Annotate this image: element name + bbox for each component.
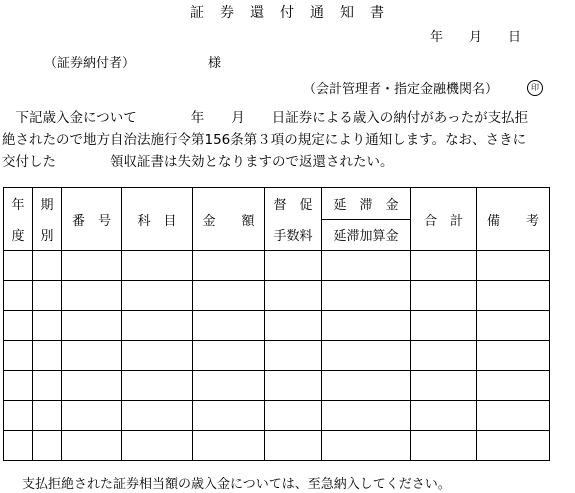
- table-row: [4, 371, 550, 401]
- header-late: [322, 188, 411, 251]
- header-number: 番 号: [62, 188, 122, 251]
- header-late-fee: 延 滞 金: [322, 188, 410, 220]
- date-line: 年 月 日: [430, 30, 522, 45]
- body-line-2: 絶されたので地方自治法施行令第156条第３項の規定により通知します。なお、さきに: [2, 132, 527, 148]
- header-item: 科 目: [122, 188, 193, 251]
- seal-icon: 印: [527, 80, 543, 96]
- body-line-1: 下記歳入金について 年 月 日証券による歳入の納付があったが支払拒: [2, 110, 529, 126]
- table-row: [4, 311, 550, 341]
- header-fee: 督 促 手数料: [265, 188, 322, 251]
- header-late-surcharge: 延滞加算金: [333, 229, 399, 245]
- footer-note: 支払拒絶された証券相当額の歳入金については、至急納入してください。: [22, 477, 451, 492]
- payer-label: （証券納付者）: [44, 56, 136, 71]
- document-title: 証 券 還 付 通 知 書: [190, 5, 385, 21]
- honorific: 様: [208, 56, 222, 71]
- table-row: [4, 251, 550, 281]
- manager-label: （会計管理者・指定金融機関名）: [303, 82, 499, 97]
- header-total: 合 計: [411, 188, 477, 251]
- table-row: [4, 431, 550, 461]
- header-year: 年 度: [4, 188, 33, 251]
- table-row: [4, 281, 550, 311]
- header-remarks: 備 考: [477, 188, 550, 251]
- table-row: [4, 341, 550, 371]
- body-line-3: 交付した 領収証書は失効となりますので返還されたい。: [2, 154, 394, 170]
- detail-table: [3, 187, 550, 461]
- table-row: [4, 401, 550, 431]
- header-amount: 金 額: [193, 188, 265, 251]
- notice-body: [2, 107, 572, 173]
- header-period: 期 別: [33, 188, 62, 251]
